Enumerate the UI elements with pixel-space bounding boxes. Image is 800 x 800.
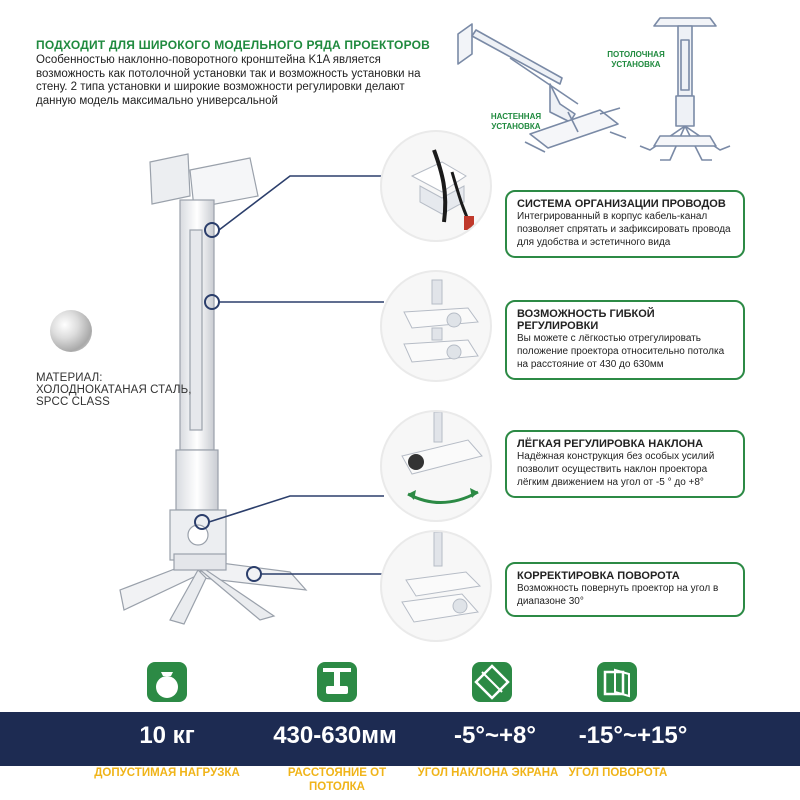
- steel-swatch: [50, 310, 92, 352]
- material-label: МАТЕРИАЛ: ХОЛОДНОКАТАНАЯ СТАЛЬ, SPCC CLASS: [36, 372, 192, 408]
- stat-distance-label: РАССТОЯНИЕ ОТ ПОТОЛКА: [287, 767, 387, 793]
- wall-mount-label: НАСТЕННАЯ УСТАНОВКА: [490, 112, 542, 131]
- cable-management-photo: [380, 130, 492, 242]
- intro-title: ПОДХОДИТ ДЛЯ ШИРОКОГО МОДЕЛЬНОГО РЯДА ПРОЕКТОРОВ: [36, 38, 431, 52]
- feature-title: СИСТЕМА ОРГАНИЗАЦИИ ПРОВОДОВ: [517, 198, 726, 210]
- feature-text: Вы можете с лёгкостью отрегулировать положение проектора относительно потолка на расстояние от 430 до 630мм: [517, 333, 725, 370]
- feature-card-height: [505, 300, 745, 380]
- feature-text: Надёжная конструкция без особых усилий позволит осуществить наклон проектора лёгким движением на угол от -5 ° до +8°: [517, 451, 715, 488]
- tilt-angle-icon: [470, 660, 514, 704]
- weight-icon: [145, 660, 189, 704]
- ceiling-mount-label: ПОТОЛОЧНАЯ УСТАНОВКА: [607, 50, 665, 69]
- rotation-angle-icon: [595, 660, 639, 704]
- stat-tilt-label: УГОЛ НАКЛОНА ЭКРАНА: [417, 767, 559, 779]
- ceiling-distance-icon: [315, 660, 359, 704]
- feature-card-tilt: [505, 430, 745, 498]
- stat-distance-value: 430-630мм: [273, 722, 397, 749]
- wall-mount-illustration: [450, 14, 630, 164]
- feature-title: ЛЁГКАЯ РЕГУЛИРОВКА НАКЛОНА: [517, 438, 704, 450]
- feature-title: ВОЗМОЖНОСТЬ ГИБКОЙ РЕГУЛИРОВКИ: [517, 308, 655, 332]
- feature-text: Интегрированный в корпус кабель-канал позволяет спрятать и зафиксировать провода для удобства и эстетичного вида: [517, 211, 731, 248]
- feature-title: КОРРЕКТИРОВКА ПОВОРОТА: [517, 570, 680, 582]
- intro-block: [36, 38, 436, 108]
- ceiling-mount-illustration: [630, 10, 740, 170]
- tilt-adjustment-photo: [380, 410, 492, 522]
- intro-text: Особенностью наклонно-поворотного кронштейна K1A является возможность как потолочной установки так и возможность установки на стену. 2 типа установки и широкие возможности регулировки делают данную модель максимально универсальной: [36, 54, 421, 107]
- height-adjustment-photo: [380, 270, 492, 382]
- stat-load-label: ДОПУСТИМАЯ НАГРУЗКА: [94, 767, 240, 779]
- feature-text: Возможность повернуть проектор на угол в диапазоне 30°: [517, 583, 719, 607]
- stat-tilt-value: -5°~+8°: [454, 722, 536, 749]
- feature-card-cables: [505, 190, 745, 258]
- stat-load-value: 10 кг: [139, 722, 195, 749]
- stat-rotation-value: -15°~+15°: [578, 722, 688, 749]
- rotation-adjustment-photo: [380, 530, 492, 642]
- stat-rotation-label: УГОЛ ПОВОРОТА: [568, 767, 668, 779]
- feature-card-rotation: [505, 562, 745, 617]
